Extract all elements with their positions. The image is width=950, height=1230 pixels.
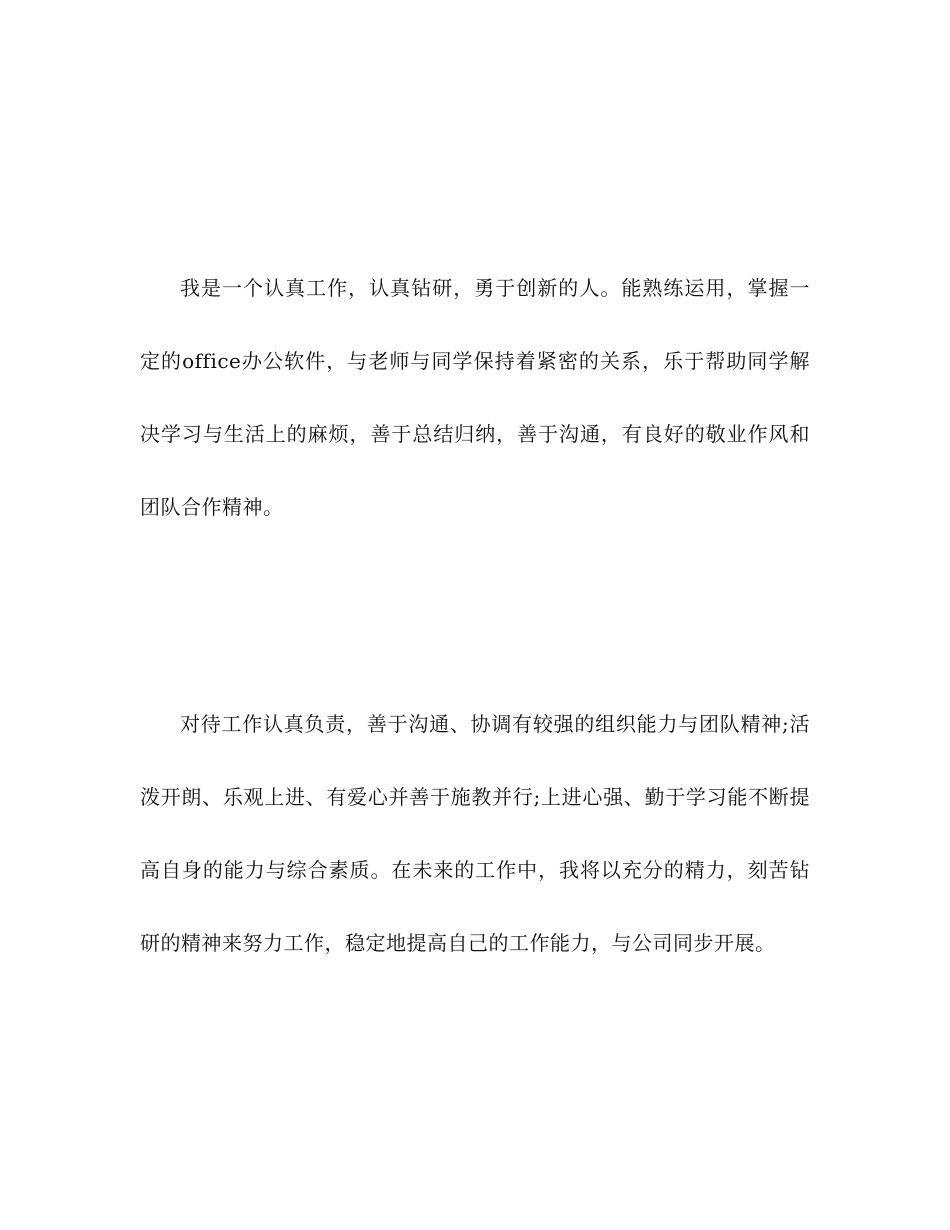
paragraph-work-attitude: 对待工作认真负责，善于沟通、协调有较强的组织能力与团队精神;活泼开朗、乐观上进、有爱心并善于施教并行;上进心强、勤于学习能不断提高自身的能力与综合素质。在未来的工作中，我将以充分的精力，刻苦钻研的精神来努力工作，稳定地提高自己的工作能力，与公司同步开展。 [140, 712, 810, 955]
paragraph-self-introduction: 我是一个认真工作，认真钻研，勇于创新的人。能熟练运用，掌握一定的office办公软件，与老师与同学保持着紧密的关系，乐于帮助同学解决学习与生活上的麻烦，善于总结归纳，善于沟通，有良好的敬业作风和团队合作精神。 [140, 276, 810, 519]
